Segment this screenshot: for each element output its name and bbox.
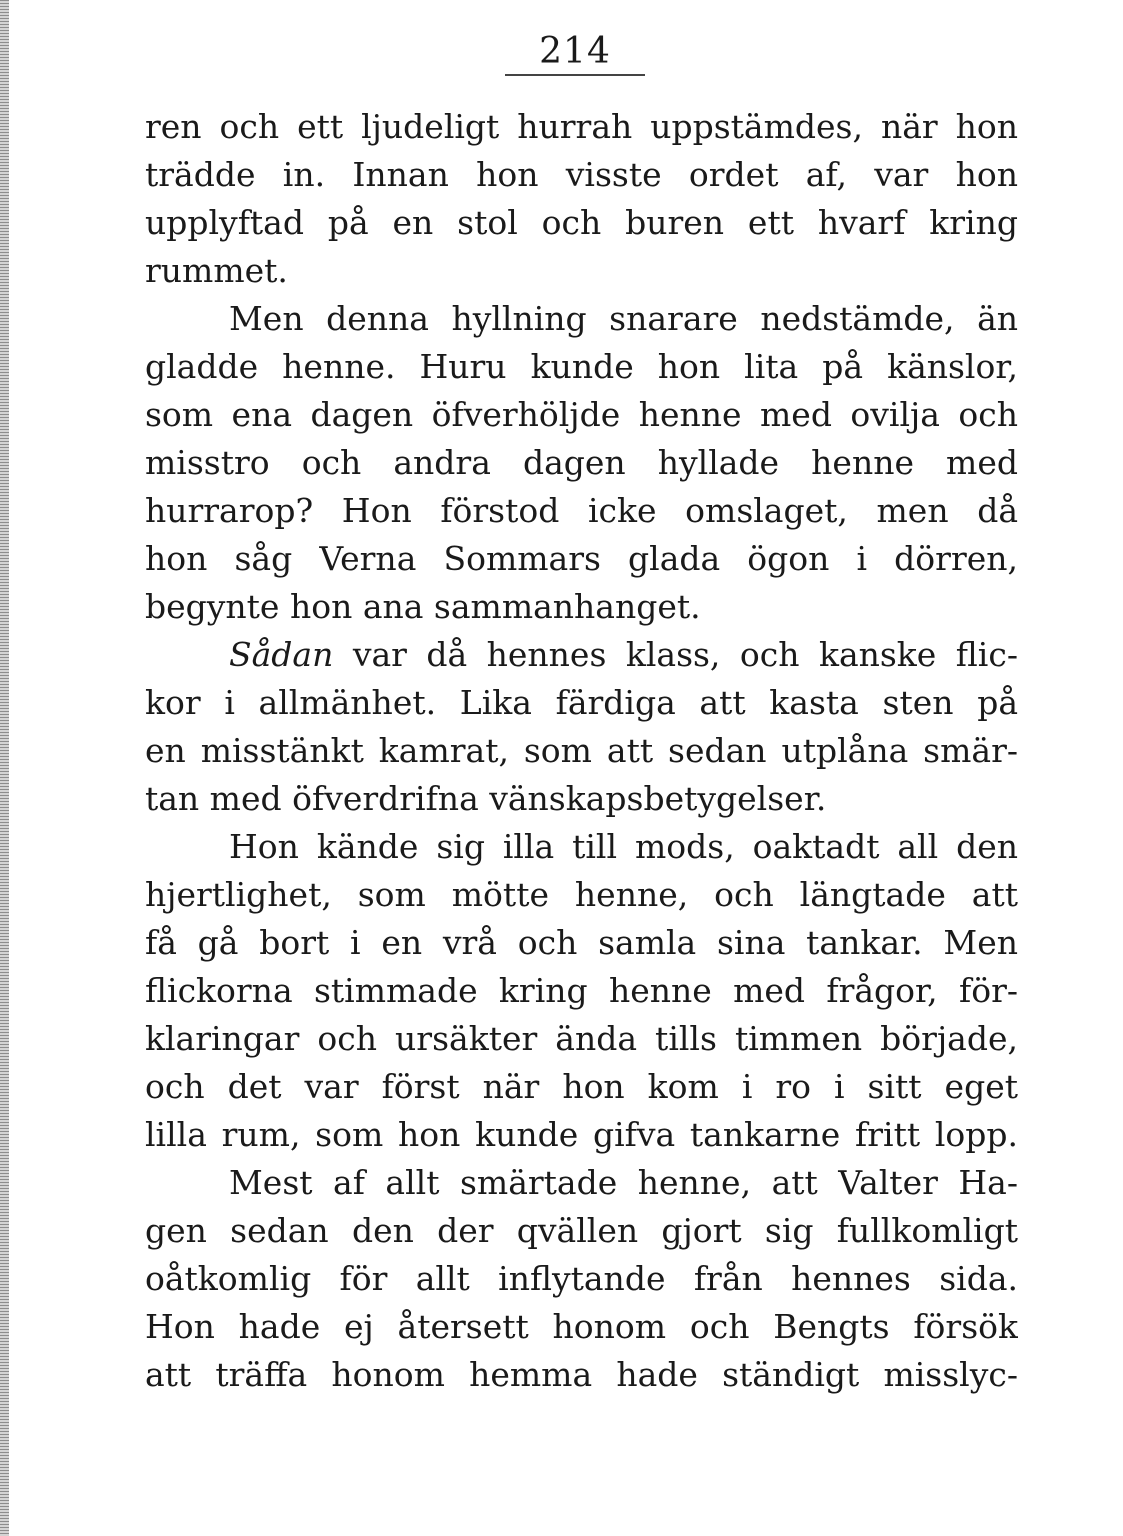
text-line: ren och ett ljudeligt hurrah uppstämdes, när hon bbox=[145, 107, 1018, 146]
text-line: gen sedan den der qvällen gjort sig fullkomligt bbox=[145, 1211, 1018, 1250]
page-number: 214 bbox=[539, 31, 611, 72]
paragraph-first-line: Mest af allt smärtade henne, att Valter Ha- bbox=[229, 1163, 1018, 1202]
text-line: rummet. bbox=[145, 251, 288, 290]
text-line: en misstänkt kamrat, som att sedan utplåna smär- bbox=[145, 731, 1018, 770]
text-line: hon såg Verna Sommars glada ögon i dörren, bbox=[145, 539, 1018, 578]
text-line: och det var först när hon kom i ro i sitt eget bbox=[145, 1067, 1018, 1106]
text-line: klaringar och ursäkter ända tills timmen började, bbox=[145, 1019, 1018, 1058]
text-line: begynte hon ana sammanhanget. bbox=[145, 587, 701, 626]
text-line: gladde henne. Huru kunde hon lita på känslor, bbox=[145, 347, 1018, 386]
text-line: få gå bort i en vrå och samla sina tankar. Men bbox=[145, 923, 1018, 962]
text-line: att träffa honom hemma hade ständigt misslyc- bbox=[145, 1355, 1018, 1394]
text-line: upplyftad på en stol och buren ett hvarf kring bbox=[145, 203, 1018, 242]
text-line: oåtkomlig för allt inflytande från hennes sida. bbox=[145, 1259, 1018, 1298]
text-line-rest: var då hennes klass, och kanske flic- bbox=[352, 635, 1018, 674]
paragraph-first-line: Hon kände sig illa till mods, oaktadt all den bbox=[229, 827, 1018, 866]
text-line: kor i allmänhet. Lika färdiga att kasta sten på bbox=[145, 683, 1018, 722]
text-line: Hon hade ej återsett honom och Bengts försök bbox=[145, 1307, 1018, 1346]
page-number-rule bbox=[505, 74, 645, 76]
text-line: trädde in. Innan hon visste ordet af, var hon bbox=[145, 155, 1018, 194]
paragraph-first-line: Men denna hyllning snarare nedstämde, än bbox=[229, 299, 1018, 338]
text-line: hjertlighet, som mötte henne, och längtade att bbox=[145, 875, 1018, 914]
text-line: tan med öfverdrifna vänskapsbetygelser. bbox=[145, 779, 827, 818]
text-line: hurrarop? Hon förstod icke omslaget, men då bbox=[145, 491, 1018, 530]
text-line: flickorna stimmade kring henne med frågor, för- bbox=[145, 971, 1018, 1010]
text-line: som ena dagen öfverhöljde henne med ovilja och bbox=[145, 395, 1018, 434]
text-line: misstro och andra dagen hyllade henne med bbox=[145, 443, 1018, 482]
italic-word: Sådan bbox=[229, 635, 334, 674]
scan-edge-border bbox=[0, 0, 9, 1536]
paragraph-first-line bbox=[229, 633, 1018, 677]
text-line: lilla rum, som hon kunde gifva tankarne fritt lopp. bbox=[145, 1115, 1018, 1154]
